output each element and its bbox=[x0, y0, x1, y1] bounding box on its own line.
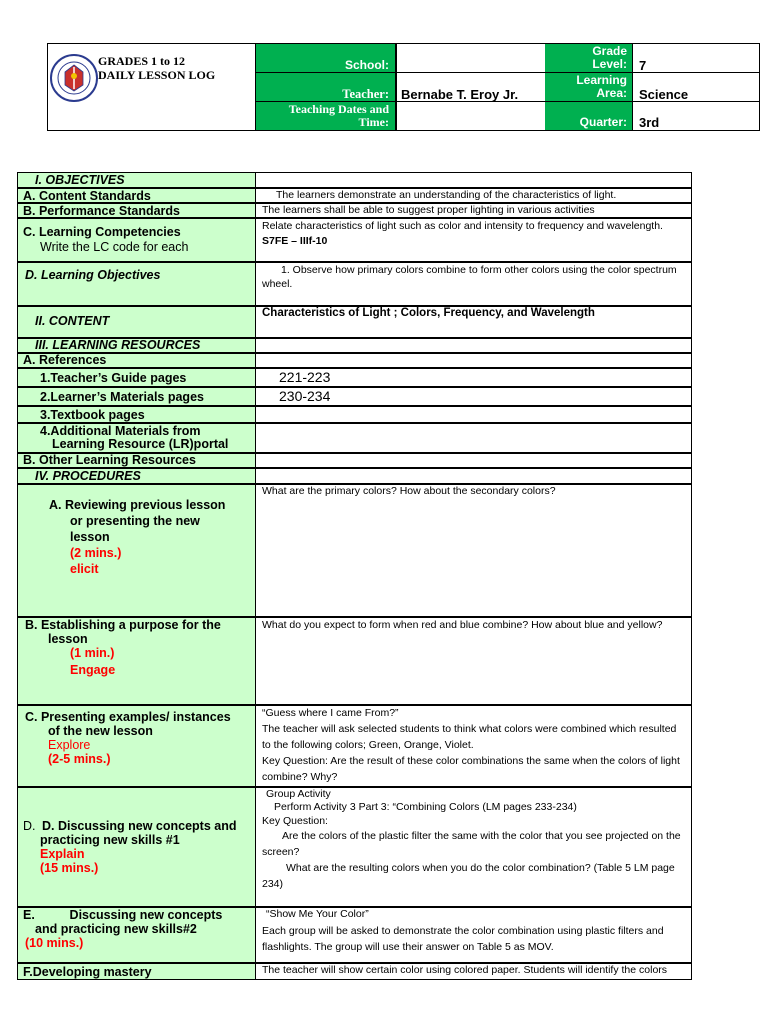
learning-area-value: Science bbox=[639, 87, 689, 102]
procedure-b-phase: Engage bbox=[70, 663, 116, 677]
procedure-b-text: What do you expect to form when red and blue combine? How about blue and yellow? bbox=[262, 619, 663, 631]
content-standards-label: A. Content Standards bbox=[23, 189, 151, 203]
lm-pages-label: 2.Learner’s Materials pages bbox=[40, 390, 204, 404]
lc-code: S7FE – IIIf-10 bbox=[262, 235, 328, 247]
table-row bbox=[17, 907, 692, 963]
grade-level-label-2: Level: bbox=[592, 57, 627, 71]
procedure-c-time: (2-5 mins.) bbox=[48, 752, 111, 766]
table-row bbox=[17, 705, 692, 787]
procedure-d-text-2: Perform Activity 3 Part 3: “Combining Colors (LM pages 233-234) bbox=[274, 801, 577, 813]
additional-materials-label-2: Learning Resource (LR)portal bbox=[52, 437, 229, 451]
learning-resources-heading: III. LEARNING RESOURCES bbox=[35, 338, 201, 352]
learning-area-label-1: Learning bbox=[576, 73, 627, 87]
table-row bbox=[17, 963, 692, 980]
procedure-d-text-4: Are the colors of the plastic filter the same with the color that you see projected on the screen? bbox=[262, 830, 681, 858]
procedure-a-title-2: or presenting the new bbox=[70, 514, 200, 528]
school-label: School: bbox=[345, 58, 389, 72]
lm-pages-value: 230-234 bbox=[279, 388, 331, 404]
procedure-d-text-3: Key Question: bbox=[262, 815, 328, 827]
procedure-a-phase: elicit bbox=[70, 562, 99, 576]
table-row bbox=[17, 406, 692, 423]
tg-pages-label: 1.Teacher’s Guide pages bbox=[40, 371, 187, 385]
content-heading: II. CONTENT bbox=[35, 314, 110, 328]
procedure-b-time: (1 min.) bbox=[70, 646, 115, 660]
procedure-b-title-2: lesson bbox=[48, 632, 88, 646]
procedure-e-time: (10 mins.) bbox=[25, 936, 84, 950]
procedure-d-title-1: D. Discussing new concepts and bbox=[42, 819, 237, 833]
references-label: A. References bbox=[23, 353, 107, 367]
tg-pages-value: 221-223 bbox=[279, 369, 331, 385]
performance-standards-text: The learners shall be able to suggest proper lighting in various activities bbox=[262, 204, 595, 216]
table-row bbox=[17, 787, 692, 907]
procedure-e-text-1: “Show Me Your Color” bbox=[266, 908, 369, 920]
deped-seal-icon bbox=[49, 53, 99, 103]
table-row bbox=[17, 262, 692, 306]
teaching-dates-label-2: Time: bbox=[358, 115, 389, 129]
table-row bbox=[17, 468, 692, 484]
table-row bbox=[17, 368, 692, 387]
procedures-heading: IV. PROCEDURES bbox=[35, 469, 141, 483]
procedure-d-text-1: Group Activity bbox=[266, 788, 331, 800]
additional-materials-label-1: 4.Additional Materials from bbox=[40, 424, 201, 438]
table-row bbox=[17, 617, 692, 705]
header-divider bbox=[256, 72, 760, 73]
header-title-line1: GRADES 1 to 12 bbox=[98, 54, 186, 68]
procedure-a-text: What are the primary colors? How about the secondary colors? bbox=[262, 485, 556, 497]
table-row bbox=[17, 172, 692, 188]
learning-area-label-2: Area: bbox=[596, 86, 627, 100]
procedure-e-text-2: Each group will be asked to demonstrate the color combination using plastic filters and flashlights. The group will use their answer on Table 5 as MOV. bbox=[262, 925, 664, 953]
other-resources-label: B. Other Learning Resources bbox=[23, 453, 196, 467]
procedure-d-title-2: practicing new skills #1 bbox=[40, 833, 180, 847]
procedure-a-title-3: lesson bbox=[70, 530, 110, 544]
header-title-cell bbox=[48, 44, 256, 130]
procedure-d-text-5: What are the resulting colors when you do the color combination? (Table 5 LM page 234) bbox=[262, 862, 675, 890]
procedure-c-text-2: The teacher will ask selected students to think what colors were combined which resulted to the following colors; Green, Orange, Violet. bbox=[262, 723, 677, 751]
procedure-c-title-2: of the new lesson bbox=[48, 724, 153, 738]
procedure-e-title-1: E. Discussing new concepts bbox=[23, 908, 223, 922]
procedure-c-text-1: “Guess where I came From?” bbox=[262, 707, 399, 719]
textbook-pages-label: 3.Textbook pages bbox=[40, 408, 145, 422]
learning-competencies-text: Relate characteristics of light such as color and intensity to frequency and wavelength. bbox=[262, 220, 663, 232]
table-row bbox=[17, 188, 692, 203]
procedure-d-time: (15 mins.) bbox=[40, 861, 99, 875]
procedure-d-phase: Explain bbox=[40, 847, 85, 861]
procedure-f-text: The teacher will show certain color using colored paper. Students will identify the colors bbox=[262, 964, 668, 976]
table-row bbox=[17, 306, 692, 338]
quarter-value: 3rd bbox=[639, 115, 660, 130]
lesson-log-table bbox=[17, 172, 692, 980]
table-row bbox=[17, 218, 692, 262]
learning-objectives-label: D. Learning Objectives bbox=[25, 268, 161, 282]
procedure-d-prefix: D. bbox=[23, 819, 36, 833]
performance-standards-label: B. Performance Standards bbox=[23, 204, 180, 218]
procedure-c-title-1: C. Presenting examples/ instances bbox=[25, 710, 231, 724]
objectives-heading: I. OBJECTIVES bbox=[35, 173, 125, 187]
procedure-a-title-1: A. Reviewing previous lesson bbox=[49, 498, 226, 512]
procedure-b-title-1: B. Establishing a purpose for the bbox=[25, 618, 221, 632]
procedure-a-time: (2 mins.) bbox=[70, 546, 122, 560]
table-row bbox=[17, 423, 692, 453]
learning-competencies-label: C. Learning Competencies bbox=[23, 225, 181, 239]
table-row bbox=[17, 484, 692, 617]
teacher-label: Teacher: bbox=[342, 87, 389, 101]
header-title-line2: DAILY LESSON LOG bbox=[98, 68, 216, 82]
grade-level-label-1: Grade bbox=[592, 44, 627, 58]
table-row bbox=[17, 203, 692, 218]
table-row bbox=[17, 338, 692, 353]
learning-objectives-text: 1. Observe how primary colors combine to form other colors using the color spectrum wheel. bbox=[262, 264, 677, 290]
teacher-value: Bernabe T. Eroy Jr. bbox=[401, 87, 519, 102]
table-row bbox=[17, 353, 692, 368]
procedure-e-title-2: and practicing new skills#2 bbox=[35, 922, 197, 936]
content-text: Characteristics of Light ; Colors, Frequency, and Wavelength bbox=[262, 307, 595, 319]
procedure-c-text-3: Key Question: Are the result of these color combinations the same when the colors of light combine? Why? bbox=[262, 755, 680, 783]
procedure-c-phase: Explore bbox=[48, 738, 91, 752]
header-table bbox=[47, 43, 760, 131]
grade-level-value: 7 bbox=[639, 58, 647, 73]
table-row bbox=[17, 453, 692, 468]
lc-code-note: Write the LC code for each bbox=[40, 240, 189, 254]
procedure-f-title: F.Developing mastery bbox=[23, 965, 152, 979]
quarter-label: Quarter: bbox=[579, 115, 627, 129]
table-row bbox=[17, 387, 692, 406]
header-divider bbox=[396, 44, 397, 130]
content-standards-text: The learners demonstrate an understanding of the characteristics of light. bbox=[276, 189, 617, 201]
teaching-dates-label-1: Teaching Dates and bbox=[288, 102, 389, 116]
